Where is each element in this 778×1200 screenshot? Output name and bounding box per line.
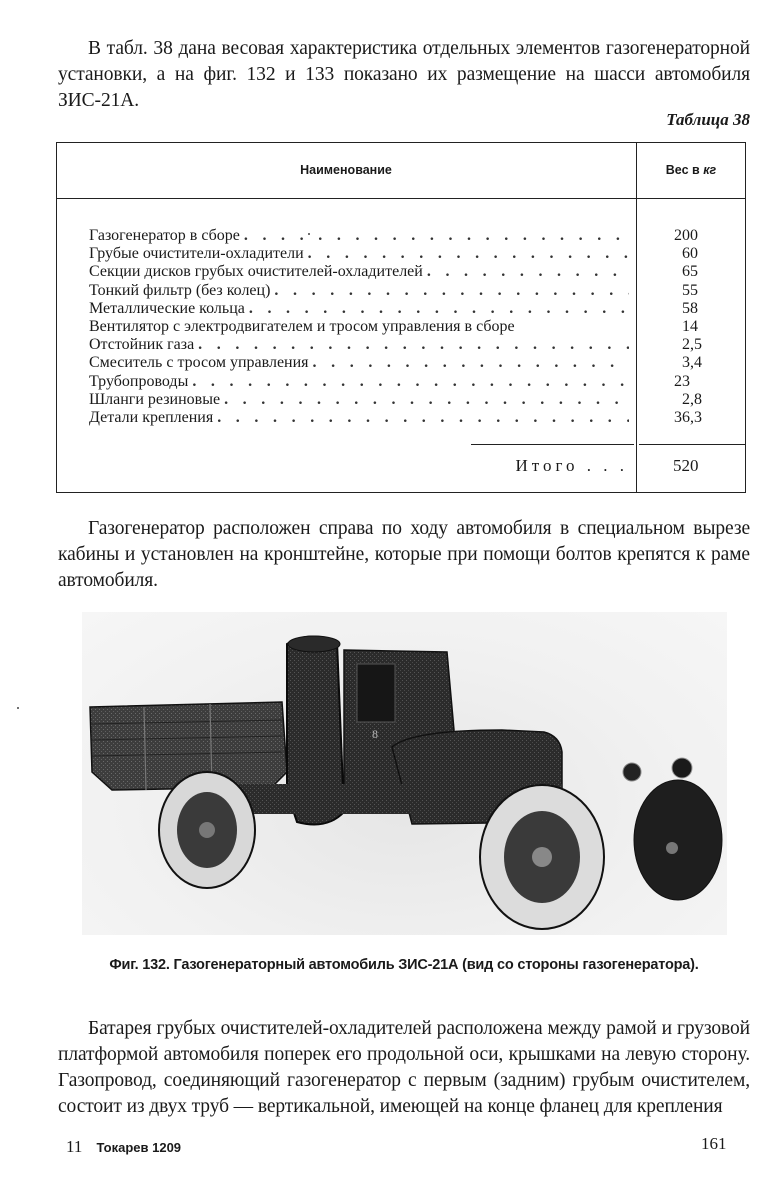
row-name: Металлические кольца <box>89 299 245 317</box>
row-weight: 14 <box>682 317 698 335</box>
signature-number: 11 <box>66 1137 83 1156</box>
row-name: Вентилятор с электродвигателем и тросом управления в сборе <box>89 317 515 335</box>
row-name: Грубые очистители-охладители <box>89 245 304 263</box>
scan-speck <box>308 233 310 235</box>
paragraph-text: Газогенератор расположен справа по ходу автомобиля в специальном вырезе кабины и установлен на кронштейне, которые при помощи болтов крепятся к раме автомобиля. <box>58 518 750 591</box>
door-mark: 8 <box>372 727 378 741</box>
leader-dots <box>249 300 629 318</box>
leader-dots <box>274 282 629 300</box>
row-weight: 2,5 <box>682 336 702 354</box>
table-bottom-border <box>56 492 746 493</box>
paragraph-generator-location <box>58 516 750 594</box>
total-rule-right <box>639 444 746 445</box>
header-weight <box>636 163 746 177</box>
table-row <box>89 409 629 427</box>
paragraph-text: В табл. 38 дана весовая характеристика отдельных элементов газогенераторной установки, а на фиг. 132 и 133 показано их размещение на шасси автомобиля ЗИС-21А. <box>58 38 750 111</box>
leader-dots <box>224 391 629 409</box>
table-row <box>89 391 629 409</box>
total-label: Итого . . . <box>515 456 628 475</box>
row-name: Тонкий фильтр (без колец) <box>89 281 271 299</box>
table-left-border <box>56 142 57 493</box>
header-weight-unit: кг <box>703 163 717 177</box>
leader-dots <box>313 354 629 372</box>
author-code: Токарев 1209 <box>96 1140 182 1155</box>
leader-dots <box>427 263 629 281</box>
table-row <box>89 300 629 318</box>
header-name: Наименование <box>300 163 392 177</box>
table-caption: Таблица 38 <box>666 110 750 129</box>
leader-dots <box>198 336 629 354</box>
total-rule-left <box>471 444 634 445</box>
row-name: Детали крепления <box>89 408 214 426</box>
row-weight: 200 <box>674 227 698 244</box>
table-row <box>89 227 629 245</box>
table-row <box>89 336 629 354</box>
page-number: 161 <box>701 1134 727 1153</box>
row-weight: 2,8 <box>682 390 702 408</box>
row-name: Секции дисков грубых очистителей-охладителей <box>89 263 423 281</box>
scan-speck <box>17 707 19 709</box>
row-weight: 3,4 <box>682 354 702 372</box>
table-name-column <box>89 227 629 427</box>
printer-signature <box>66 1137 181 1157</box>
row-weight: 60 <box>682 245 698 263</box>
paragraph-intro <box>58 36 750 114</box>
table-right-border <box>745 142 746 493</box>
row-name: Смеситель с тросом управления <box>89 354 309 372</box>
column-divider <box>636 142 637 493</box>
leader-dots <box>308 245 629 263</box>
table-weight-column <box>638 227 738 427</box>
row-weight: 55 <box>682 281 698 299</box>
row-name: Шланги резиновые <box>89 390 221 408</box>
table-top-border <box>56 142 746 143</box>
leader-dots <box>192 373 629 391</box>
row-name: Газогенератор в сборе <box>89 227 240 244</box>
leader-dots <box>244 227 629 245</box>
row-weight: 58 <box>682 299 698 317</box>
table-row <box>89 263 629 281</box>
header-bottom-border <box>56 198 746 199</box>
row-weight: 65 <box>682 263 698 281</box>
weight-table <box>56 142 746 493</box>
row-name: Отстойник газа <box>89 336 195 354</box>
row-weight: 23 <box>674 372 690 390</box>
truck-illustration <box>82 612 727 935</box>
table-row <box>89 354 629 372</box>
header-weight-label: Вес в <box>665 163 704 177</box>
paragraph-text: Батарея грубых очистителей-охладителей расположена между рамой и грузовой платформой автомобиля поперек его продольной оси, крышками на левую сторону. Газопровод, соединяющий газогенератор с первым (задним) грубым очистителем, состоит из двух труб — вертикальной, имеющей на конце фланец для крепления <box>58 1018 750 1117</box>
table-row <box>89 245 629 263</box>
total-value: 520 <box>673 456 699 475</box>
table-row <box>89 318 629 336</box>
row-weight: 36,3 <box>674 408 702 426</box>
leader-dots <box>217 409 629 427</box>
figure-caption: Фиг. 132. Газогенераторный автомобиль ЗИС-21А (вид со стороны газогенератора). <box>109 957 699 973</box>
row-name: Трубопроводы <box>89 372 189 390</box>
paragraph-cleaner-battery <box>58 1016 750 1120</box>
table-row <box>89 282 629 300</box>
truck-photo <box>82 612 727 935</box>
table-row <box>89 373 629 391</box>
